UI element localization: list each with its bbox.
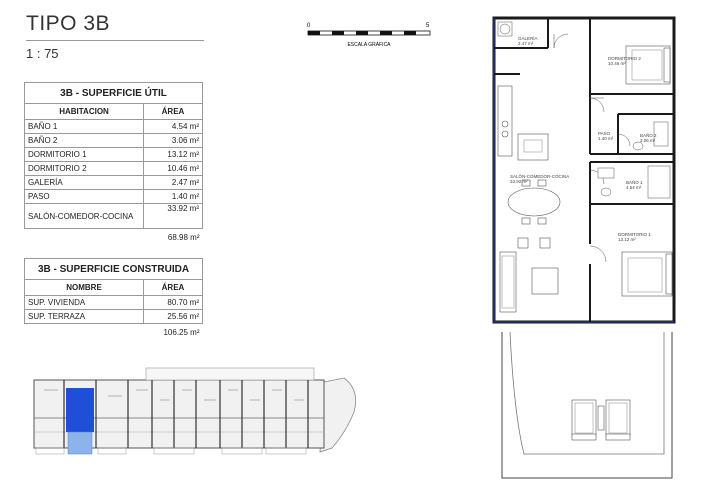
col-area-header: ÁREA [144, 280, 203, 296]
room-area: 10.46 m² [144, 162, 203, 176]
room-area: 3.06 m² [144, 134, 203, 148]
table-row [25, 162, 203, 176]
room-name: BAÑO 1 [25, 120, 144, 134]
built-area-table [24, 258, 203, 339]
scale-end-label: 5 [426, 23, 430, 29]
surface-name: SUP. TERRAZA [25, 310, 144, 324]
col-name-header: NOMBRE [25, 280, 144, 296]
kitchen-counters [498, 86, 548, 160]
room-name: PASO [25, 190, 144, 204]
plan-label-dormitorio2: DORMITORIO 2 [608, 56, 641, 61]
highlighted-terrace [68, 432, 92, 454]
room-name: DORMITORIO 1 [25, 148, 144, 162]
outdoor-furniture [572, 400, 630, 440]
table-row [25, 134, 203, 148]
surface-area: 25.56 m² [144, 310, 203, 324]
room-area: 33.92 m² [144, 204, 203, 229]
plan-label-salon-area: 33.92 m² [510, 179, 528, 184]
highlighted-unit-3b [66, 388, 94, 432]
room-name: SALÓN-COMEDOR-COCINA [25, 204, 144, 229]
table-row [25, 176, 203, 190]
plan-label-paso-area: 1.40 m² [598, 136, 614, 141]
page-title: TIPO 3B [26, 12, 111, 35]
room-area: 4.54 m² [144, 120, 203, 134]
plan-label-galeria-area: 2.47 m² [518, 41, 534, 46]
plan-label-dormitorio1-area: 13.12 m² [618, 237, 636, 242]
building-upper-wing [146, 368, 314, 380]
built-area-title: 3B - SUPERFICIE CONSTRUIDA [25, 259, 203, 280]
living-furniture [500, 238, 558, 312]
drawing-scale: 1 : 75 [26, 46, 59, 61]
plan-label-galeria: GALERÍA [518, 36, 538, 41]
graphic-scale-bar [300, 18, 450, 52]
surface-name: SUP. VIVIENDA [25, 296, 144, 310]
table-row [25, 120, 203, 134]
plan-label-bano1: BAÑO 1 [626, 180, 643, 185]
room-name: DORMITORIO 2 [25, 162, 144, 176]
plan-label-dormitorio1: DORMITORIO 1 [618, 232, 651, 237]
dining-table [508, 180, 560, 224]
useful-area-table [24, 82, 203, 244]
room-name: GALERÍA [25, 176, 144, 190]
table-row [25, 296, 203, 310]
table-row [25, 148, 203, 162]
scale-bar-label: ESCALA GRÁFICA [347, 42, 391, 48]
plan-label-bano2: BAÑO 2 [640, 133, 657, 138]
table-row [25, 190, 203, 204]
room-area: 1.40 m² [144, 190, 203, 204]
room-name: BAÑO 2 [25, 134, 144, 148]
table-row [25, 310, 203, 324]
surface-area: 80.70 m² [144, 296, 203, 310]
plan-label-bano1-area: 4.54 m² [626, 185, 642, 190]
key-plan [24, 360, 364, 460]
col-room-header: HABITACION [25, 104, 144, 120]
scale-start-label: 0 [307, 23, 311, 29]
plan-label-dormitorio2-area: 10.46 m² [608, 61, 626, 66]
useful-area-total: 68.98 m² [167, 233, 200, 242]
plan-label-paso: PASO [598, 131, 611, 136]
plan-label-salon: SALÓN-COMEDOR-COCINA [510, 174, 570, 179]
col-area-header: ÁREA [144, 104, 203, 120]
title-divider [26, 40, 204, 41]
bedroom2-bed [626, 46, 670, 84]
built-area-total: 106.25 m² [163, 328, 200, 337]
room-area: 13.12 m² [144, 148, 203, 162]
useful-area-title: 3B - SUPERFICIE ÚTIL [25, 83, 203, 104]
bedroom1-bed [622, 252, 672, 296]
room-area: 2.47 m² [144, 176, 203, 190]
plan-label-bano2-area: 3.06 m² [640, 138, 656, 143]
floor-plan [488, 14, 684, 482]
table-row [25, 204, 203, 229]
building-curved-end [320, 378, 356, 452]
